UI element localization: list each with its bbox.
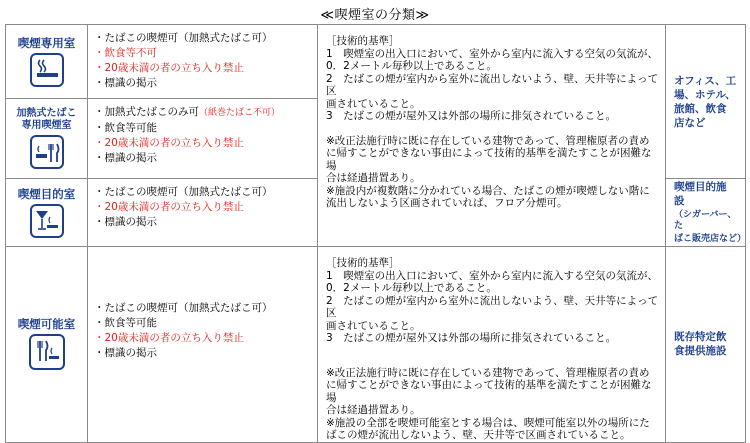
note-line: ※施設内が複数階に分かれている場合、たばこの煙が喫煙しない階に <box>326 184 650 197</box>
condition-item: ・20歳未満の者の立ち入り禁止 <box>94 137 244 149</box>
standard-line: 1 喫煙室の出入口において、室外から室内に流入する空気の気流が、 <box>326 269 658 282</box>
standard-line: 画されていること。 <box>326 97 421 110</box>
note-line: 合は経過措置あり。 <box>326 404 421 416</box>
place-kison <box>666 247 746 443</box>
note-line: ばこの煙が流出しないよう、壁、天井等で区画されていること。 <box>326 429 631 441</box>
place-line: 店など <box>674 116 706 129</box>
standard-line: 0．2メートル毎秒以上であること。 <box>326 60 497 72</box>
condition-item: ・標識の掲示 <box>94 152 157 164</box>
standard-line: 1 喫煙室の出入口において、室外から室内に流入する空気の気流が、 <box>326 47 658 60</box>
standard-line: 3 たばこの煙が屋外又は外部の場所に排気されていること。 <box>326 110 617 122</box>
category-kano <box>6 247 88 443</box>
category-mokuteki <box>6 179 88 247</box>
condition-item: ・たばこの喫煙可（加熱式たばこ可） <box>94 186 273 198</box>
standards-bottom <box>318 247 666 443</box>
category-label: 喫煙可能室 <box>17 317 76 332</box>
standard-line: 2 たばこの煙が室内から室外に流出しないよう、壁、天井等によって区 <box>326 72 659 97</box>
note-line: に帰すことができない事由によって技術的基準を満たすことが困難な場 <box>326 147 652 172</box>
condition-item: ・20歳未満の者の立ち入り禁止 <box>94 201 244 213</box>
page-title: ≪喫煙室の分類≫ <box>320 8 430 23</box>
standards-heading: ［技術的基準］ <box>326 257 400 269</box>
place-line: 設 <box>674 195 685 207</box>
place-line: オフィス、工 <box>674 74 737 87</box>
condition-item: ・飲食等可能 <box>94 122 157 134</box>
category-label: 喫煙目的室 <box>17 186 76 201</box>
place-office <box>666 25 746 179</box>
conditions-senyo <box>88 25 318 99</box>
standard-line: 2 たばこの煙が室内から室外に流出しないよう、壁、天井等によって区 <box>326 294 659 319</box>
condition-item: ・20歳未満の者の立ち入り禁止 <box>94 332 244 344</box>
place-line: 食提供施設 <box>674 345 727 358</box>
condition-item: ・たばこの喫煙可（加熱式たばこ可） <box>94 302 273 314</box>
smoking-room-classification-table <box>5 24 746 443</box>
place-line: 喫煙目的施 <box>674 181 727 193</box>
place-sub-line: （シガーバー、た <box>674 210 737 231</box>
note-line: 流出しないよう区画されていれば、フロア分煙可。 <box>326 197 568 209</box>
note-line: ※改正法施行時に既に存在している建物であって、管理権原者の責め <box>326 134 650 147</box>
condition-item: ・たばこの喫煙可（加熱式たばこ可） <box>94 32 273 44</box>
place-line: 場、ホテル、 <box>674 88 736 101</box>
heated-tobacco-dining-icon <box>30 135 64 169</box>
row-kano <box>6 247 746 443</box>
note-line: に帰すことができない事由によって技術的基準を満たすことが困難な場 <box>326 379 652 404</box>
standard-line: 画されていること。 <box>326 319 421 332</box>
category-label: 加熱式たばこ 専用喫煙室 <box>16 107 77 131</box>
conditions-kanetsu <box>88 99 318 179</box>
note-line: ※改正法施行時に既に存在している建物であって、管理権原者の責め <box>326 366 650 379</box>
smoking-cigarette-icon <box>30 53 64 87</box>
conditions-kano <box>88 247 318 443</box>
standards-top <box>318 25 666 247</box>
condition-item: ・飲食等不可 <box>94 47 157 59</box>
condition-item: ・飲食等可能 <box>94 317 157 329</box>
standard-line: 3 たばこの煙が屋外又は外部の場所に排気されていること。 <box>326 332 617 344</box>
category-kanetsu <box>6 99 88 179</box>
place-mokuteki <box>666 179 746 247</box>
category-label: 喫煙専用室 <box>17 35 76 50</box>
condition-item: ・標識の掲示 <box>94 77 157 89</box>
cocktail-smoking-icon <box>30 204 64 238</box>
condition-item: ・加熱式たばこのみ可（紙巻たばこ不可） <box>94 106 281 118</box>
note-line: ※施設の全部を喫煙可能室とする場合は、喫煙可能室以外の場所にた <box>326 416 650 429</box>
condition-item: ・標識の掲示 <box>94 347 157 359</box>
category-senyo <box>6 25 88 99</box>
note-line: 合は経過措置あり。 <box>326 172 421 184</box>
place-line: 既存特定飲 <box>674 331 727 344</box>
standard-line: 0．2メートル毎秒以上であること。 <box>326 282 497 294</box>
conditions-mokuteki <box>88 179 318 247</box>
place-sub-line: ばこ販売店など） <box>674 234 747 244</box>
condition-item: ・20歳未満の者の立ち入り禁止 <box>94 62 244 74</box>
standards-heading: ［技術的基準］ <box>326 35 400 47</box>
condition-item: ・標識の掲示 <box>94 216 157 228</box>
place-line: 旅館、飲食 <box>674 102 727 115</box>
dining-smoking-icon <box>29 334 65 370</box>
row-senyo <box>6 25 746 99</box>
